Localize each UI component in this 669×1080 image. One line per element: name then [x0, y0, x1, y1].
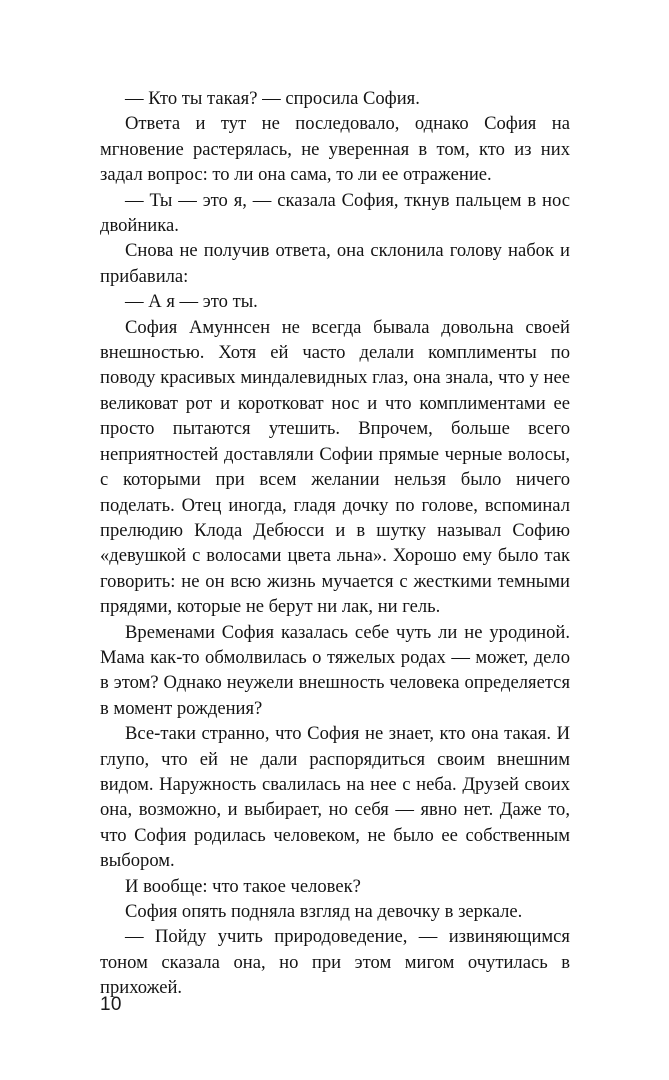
paragraph: Временами София казалась себе чуть ли не уродиной. Мама как-то обмолвилась о тяжелых родах — может, дело в этом? Однако неужели внешность человека определяется в момент рождения? [100, 621, 570, 719]
paragraph: — Кто ты такая? — спросила София. [125, 88, 420, 109]
paragraph: София Амуннсен не всегда бывала довольна своей внешностью. Хотя ей часто делали комплименты по поводу красивых миндалевидных глаз, она знала, что у нее великоват рот и коротковат нос и что комплиментами ее просто пытаются утешить. Впрочем, больше всего неприятностей доставляли Софии прямые черные волосы, с которыми при всем желании нельзя было ничего поделать. Отец иногда, гладя дочку по голове, вспоминал прелюдию Клода Дебюсси и в шутку называл Софию «девушкой с волосами цвета льна». Хорошо ему было так говорить: не он всю жизнь мучается с жесткими темными прядями, которые не берут ни лак, ни гель. [100, 316, 570, 618]
paragraph: Все-таки странно, что София не знает, кто она такая. И глупо, что ей не дали распорядиться своим внешним видом. Наружность свалилась на нее с неба. Друзей своих она, возможно, и выбирает, но себя — явно нет. Даже то, что София родилась человеком, не было ее собственным выбором. [100, 723, 570, 872]
paragraph: — А я — это ты. [125, 291, 258, 313]
page-number: 10 [100, 994, 122, 1015]
paragraph: Ответа и тут не последовало, однако София на мгновение растерялась, не уверенная в том, кто из них задал вопрос: то ли она сама, то ли ее отражение. [100, 113, 570, 186]
paragraph: Снова не получив ответа, она склонила голову набок и прибавила: [100, 240, 570, 287]
paragraph: София опять подняла взгляд на девочку в зеркале. [125, 901, 523, 922]
page-text-block [100, 86, 570, 1001]
paragraph: — Пойду учить природоведение, — извиняющимся тоном сказала она, но при этом мигом очутилась в прихожей. [100, 926, 570, 999]
paragraph: — Ты — это я, — сказала София, ткнув пальцем в нос двойника. [100, 189, 570, 237]
paragraph: И вообще: что такое человек? [125, 875, 361, 897]
